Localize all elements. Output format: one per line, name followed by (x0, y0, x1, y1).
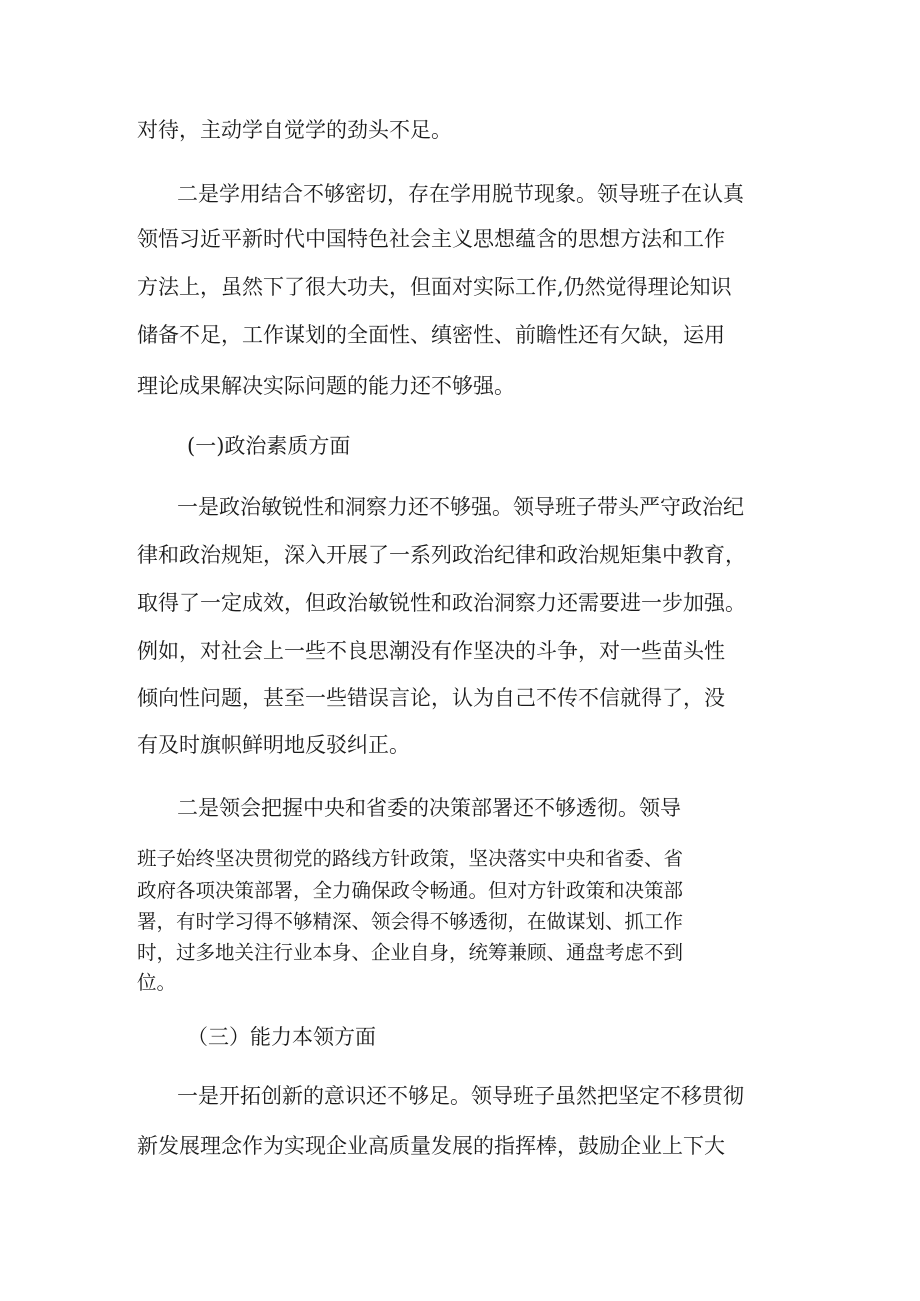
paragraph-line: 取得了一定成效，但政治敏锐性和政治洞察力还需要进一步加强。 (137, 591, 746, 615)
paragraph-line: 律和政治规矩，深入开展了一系列政治纪律和政治规矩集中教育， (137, 543, 746, 567)
paragraph-line: 例如，对社会上一些不良思潮没有作坚决的斗争，对一些苗头性 (137, 639, 725, 663)
paragraph-line: 理论成果解决实际问题的能力还不够强。 (137, 374, 515, 398)
paragraph-line: 领悟习近平新时代中国特色社会主义思想蕴含的思想方法和工作 (137, 227, 725, 251)
section-heading: (一)政治素质方面 (187, 434, 351, 458)
paragraph-line: 对待，主动学自觉学的劲头不足。 (137, 118, 452, 142)
paragraph-line: 时，过多地关注行业本身、企业自身，统筹兼顾、通盘考虑不到 (137, 941, 684, 964)
paragraph-line: 新发展理念作为实现企业高质量发展的指挥棒，鼓励企业上下大 (137, 1134, 725, 1158)
paragraph-line: 一是开拓创新的意识还不够足。领导班子虽然把坚定不移贯彻 (177, 1084, 744, 1108)
paragraph-line: 位。 (137, 971, 177, 994)
paragraph-line: 署，有时学习得不够精深、领会得不够透彻，在做谋划、抓工作 (137, 910, 684, 933)
paragraph-line: 有及时旗帜鲜明地反驳纠正。 (137, 733, 410, 757)
paragraph-line: 班子始终坚决贯彻党的路线方针政策，坚决落实中央和省委、省 (137, 847, 684, 870)
paragraph-line: 倾向性问题，甚至一些错误言论，认为自己不传不信就得了，没 (137, 686, 725, 710)
paragraph-line: 方法上，虽然下了很大功夫，但面对实际工作,仍然觉得理论知识 (137, 275, 732, 299)
paragraph-line: 储备不足，工作谋划的全面性、缜密性、前瞻性还有欠缺，运用 (137, 323, 725, 347)
section-heading: （三）能力本领方面 (187, 1025, 376, 1049)
paragraph-line: 二是学用结合不够密切，存在学用脱节现象。领导班子在认真 (177, 182, 744, 206)
paragraph-line: 一是政治敏锐性和洞察力还不够强。领导班子带头严守政治纪 (177, 495, 744, 519)
paragraph-line: 二是领会把握中央和省委的决策部署还不够透彻。领导 (177, 796, 681, 820)
paragraph-line: 政府各项决策部署，全力确保政令畅通。但对方针政策和决策部 (137, 879, 684, 902)
